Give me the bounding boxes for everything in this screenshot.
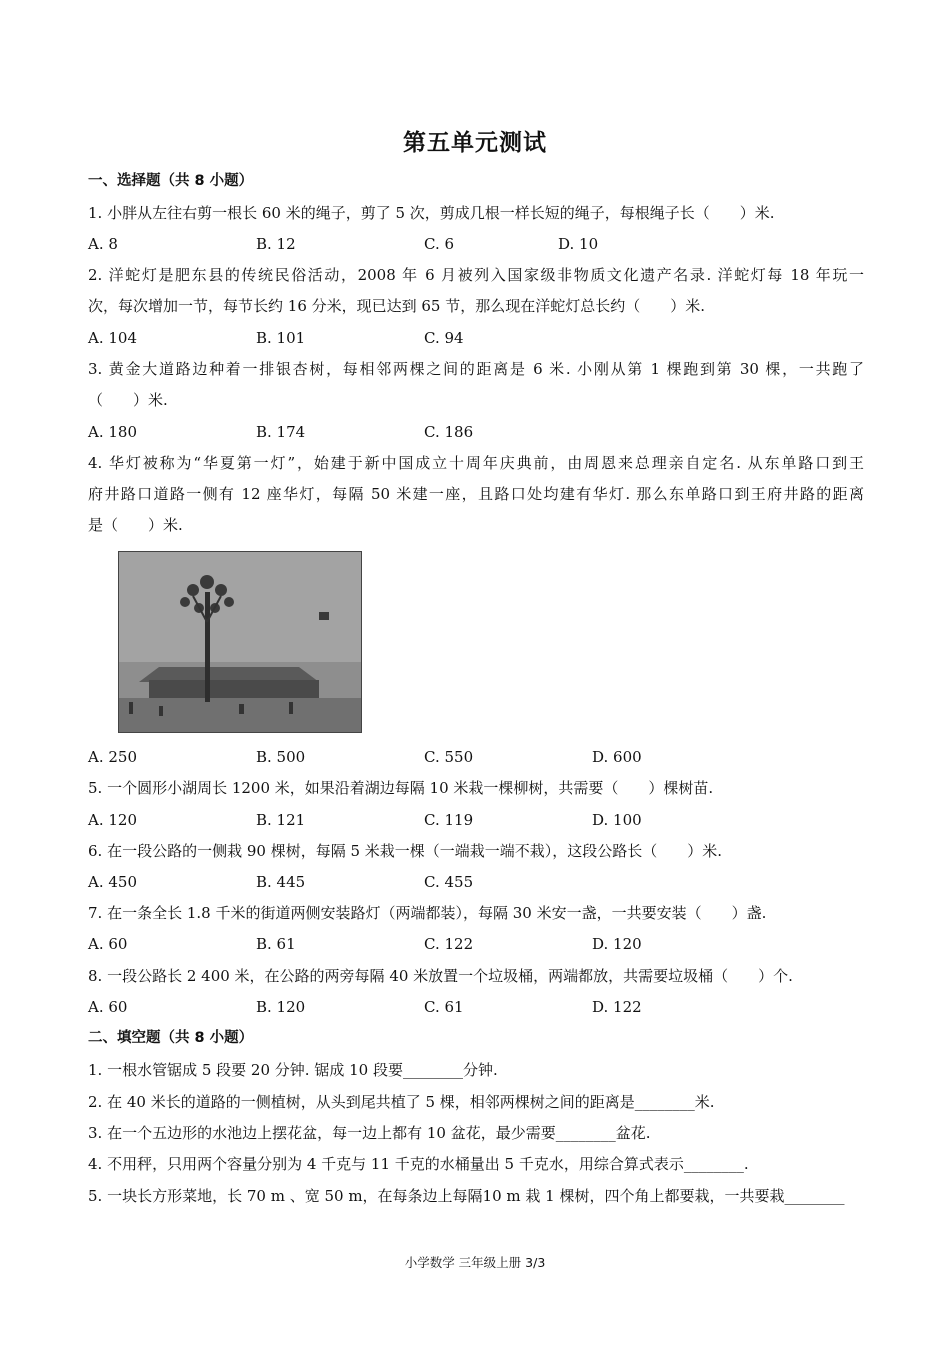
q5-option-b: B. 121 bbox=[256, 811, 306, 829]
q4-option-b: B. 500 bbox=[256, 748, 306, 766]
lamp-photo bbox=[118, 551, 362, 733]
question-1: 1. 小胖从左往右剪一根长 60 米的绳子，剪了 5 次，剪成几根一样长短的绳子，每根绳子长（ ）米. bbox=[88, 204, 775, 222]
question-2-line-1: 2. 洋蛇灯是肥东县的传统民俗活动，2008 年 6 月被列入国家级非物质文化遗产名录. 洋蛇灯每 18 年玩一 bbox=[88, 266, 864, 284]
q8-option-d: D. 122 bbox=[592, 998, 642, 1016]
question-4-line-1: 4. 华灯被称为“华夏第一灯”，始建于新中国成立十周年庆典前，由周恩来总理亲自定名. 从东单路口到王 bbox=[88, 454, 864, 472]
q1-option-a: A. 8 bbox=[88, 235, 118, 253]
q1-option-b: B. 12 bbox=[256, 235, 296, 253]
section-heading-fill-in: 二、填空题（共 8 小题） bbox=[88, 1030, 254, 1046]
q7-option-c: C. 122 bbox=[424, 935, 474, 953]
q5-option-c: C. 119 bbox=[424, 811, 474, 829]
q2-option-b: B. 101 bbox=[256, 329, 306, 347]
q8-option-c: C. 61 bbox=[424, 998, 464, 1016]
q4-option-d: D. 600 bbox=[592, 748, 642, 766]
q3-option-b: B. 174 bbox=[256, 423, 306, 441]
q2-option-a: A. 104 bbox=[88, 329, 137, 347]
fill-question-3: 3. 在一个五边形的水池边上摆花盆，每一边上都有 10 盆花，最少需要________盆花. bbox=[88, 1124, 651, 1142]
question-2-line-2: 次，每次增加一节，每节长约 16 分米，现已达到 65 节，那么现在洋蛇灯总长约（ ）米. bbox=[88, 297, 706, 315]
question-6: 6. 在一段公路的一侧栽 90 棵树，每隔 5 米栽一棵（一端栽一端不栽），这段公路长（ ）米. bbox=[88, 842, 723, 860]
q6-option-b: B. 445 bbox=[256, 873, 306, 891]
q3-option-a: A. 180 bbox=[88, 423, 137, 441]
fill-question-4: 4. 不用秤，只用两个容量分别为 4 千克与 11 千克的水桶量出 5 千克水，用综合算式表示________. bbox=[88, 1155, 749, 1173]
fill-question-1: 1. 一根水管锯成 5 段要 20 分钟. 锯成 10 段要________分钟. bbox=[88, 1061, 498, 1079]
question-4-line-2: 府井路口道路一侧有 12 座华灯，每隔 50 米建一座，且路口处均建有华灯. 那么东单路口到王府井路的距离 bbox=[88, 485, 864, 503]
question-5: 5. 一个圆形小湖周长 1200 米，如果沿着湖边每隔 10 米栽一棵柳树，共需要（ ）棵树苗. bbox=[88, 779, 714, 797]
page-title: 第五单元测试 bbox=[403, 130, 547, 156]
question-4-line-3: 是（ ）米. bbox=[88, 516, 183, 534]
q3-option-c: C. 186 bbox=[424, 423, 474, 441]
q4-option-c: C. 550 bbox=[424, 748, 474, 766]
q4-option-a: A. 250 bbox=[88, 748, 137, 766]
section-heading-choice: 一、选择题（共 8 小题） bbox=[88, 173, 254, 189]
q7-option-a: A. 60 bbox=[88, 935, 128, 953]
q8-option-a: A. 60 bbox=[88, 998, 128, 1016]
question-3-line-2: （ ）米. bbox=[88, 391, 168, 409]
q5-option-a: A. 120 bbox=[88, 811, 137, 829]
q5-option-d: D. 100 bbox=[592, 811, 642, 829]
page-footer: 小学数学 三年级上册 3/3 bbox=[404, 1255, 546, 1270]
q8-option-b: B. 120 bbox=[256, 998, 306, 1016]
q1-option-c: C. 6 bbox=[424, 235, 455, 253]
q7-option-d: D. 120 bbox=[592, 935, 642, 953]
question-3-line-1: 3. 黄金大道路边种着一排银杏树，每相邻两棵之间的距离是 6 米. 小刚从第 1 棵跑到第 30 棵，一共跑了 bbox=[88, 360, 864, 378]
q6-option-c: C. 455 bbox=[424, 873, 474, 891]
q6-option-a: A. 450 bbox=[88, 873, 137, 891]
q7-option-b: B. 61 bbox=[256, 935, 296, 953]
q2-option-c: C. 94 bbox=[424, 329, 464, 347]
q1-option-d: D. 10 bbox=[558, 235, 599, 253]
fill-question-2: 2. 在 40 米长的道路的一侧植树，从头到尾共植了 5 棵，相邻两棵树之间的距离是________米. bbox=[88, 1093, 715, 1111]
question-7: 7. 在一条全长 1.8 千米的街道两侧安装路灯（两端都装），每隔 30 米安一盏，一共要安装（ ）盏. bbox=[88, 904, 767, 922]
question-8: 8. 一段公路长 2 400 米，在公路的两旁每隔 40 米放置一个垃圾桶，两端都放，共需要垃圾桶（ ）个. bbox=[88, 967, 793, 985]
fill-question-5: 5. 一块长方形菜地，长 70 m 、宽 50 m，在每条边上每隔10 m 栽 1 棵树，四个角上都要栽，一共要栽________ bbox=[88, 1187, 845, 1205]
